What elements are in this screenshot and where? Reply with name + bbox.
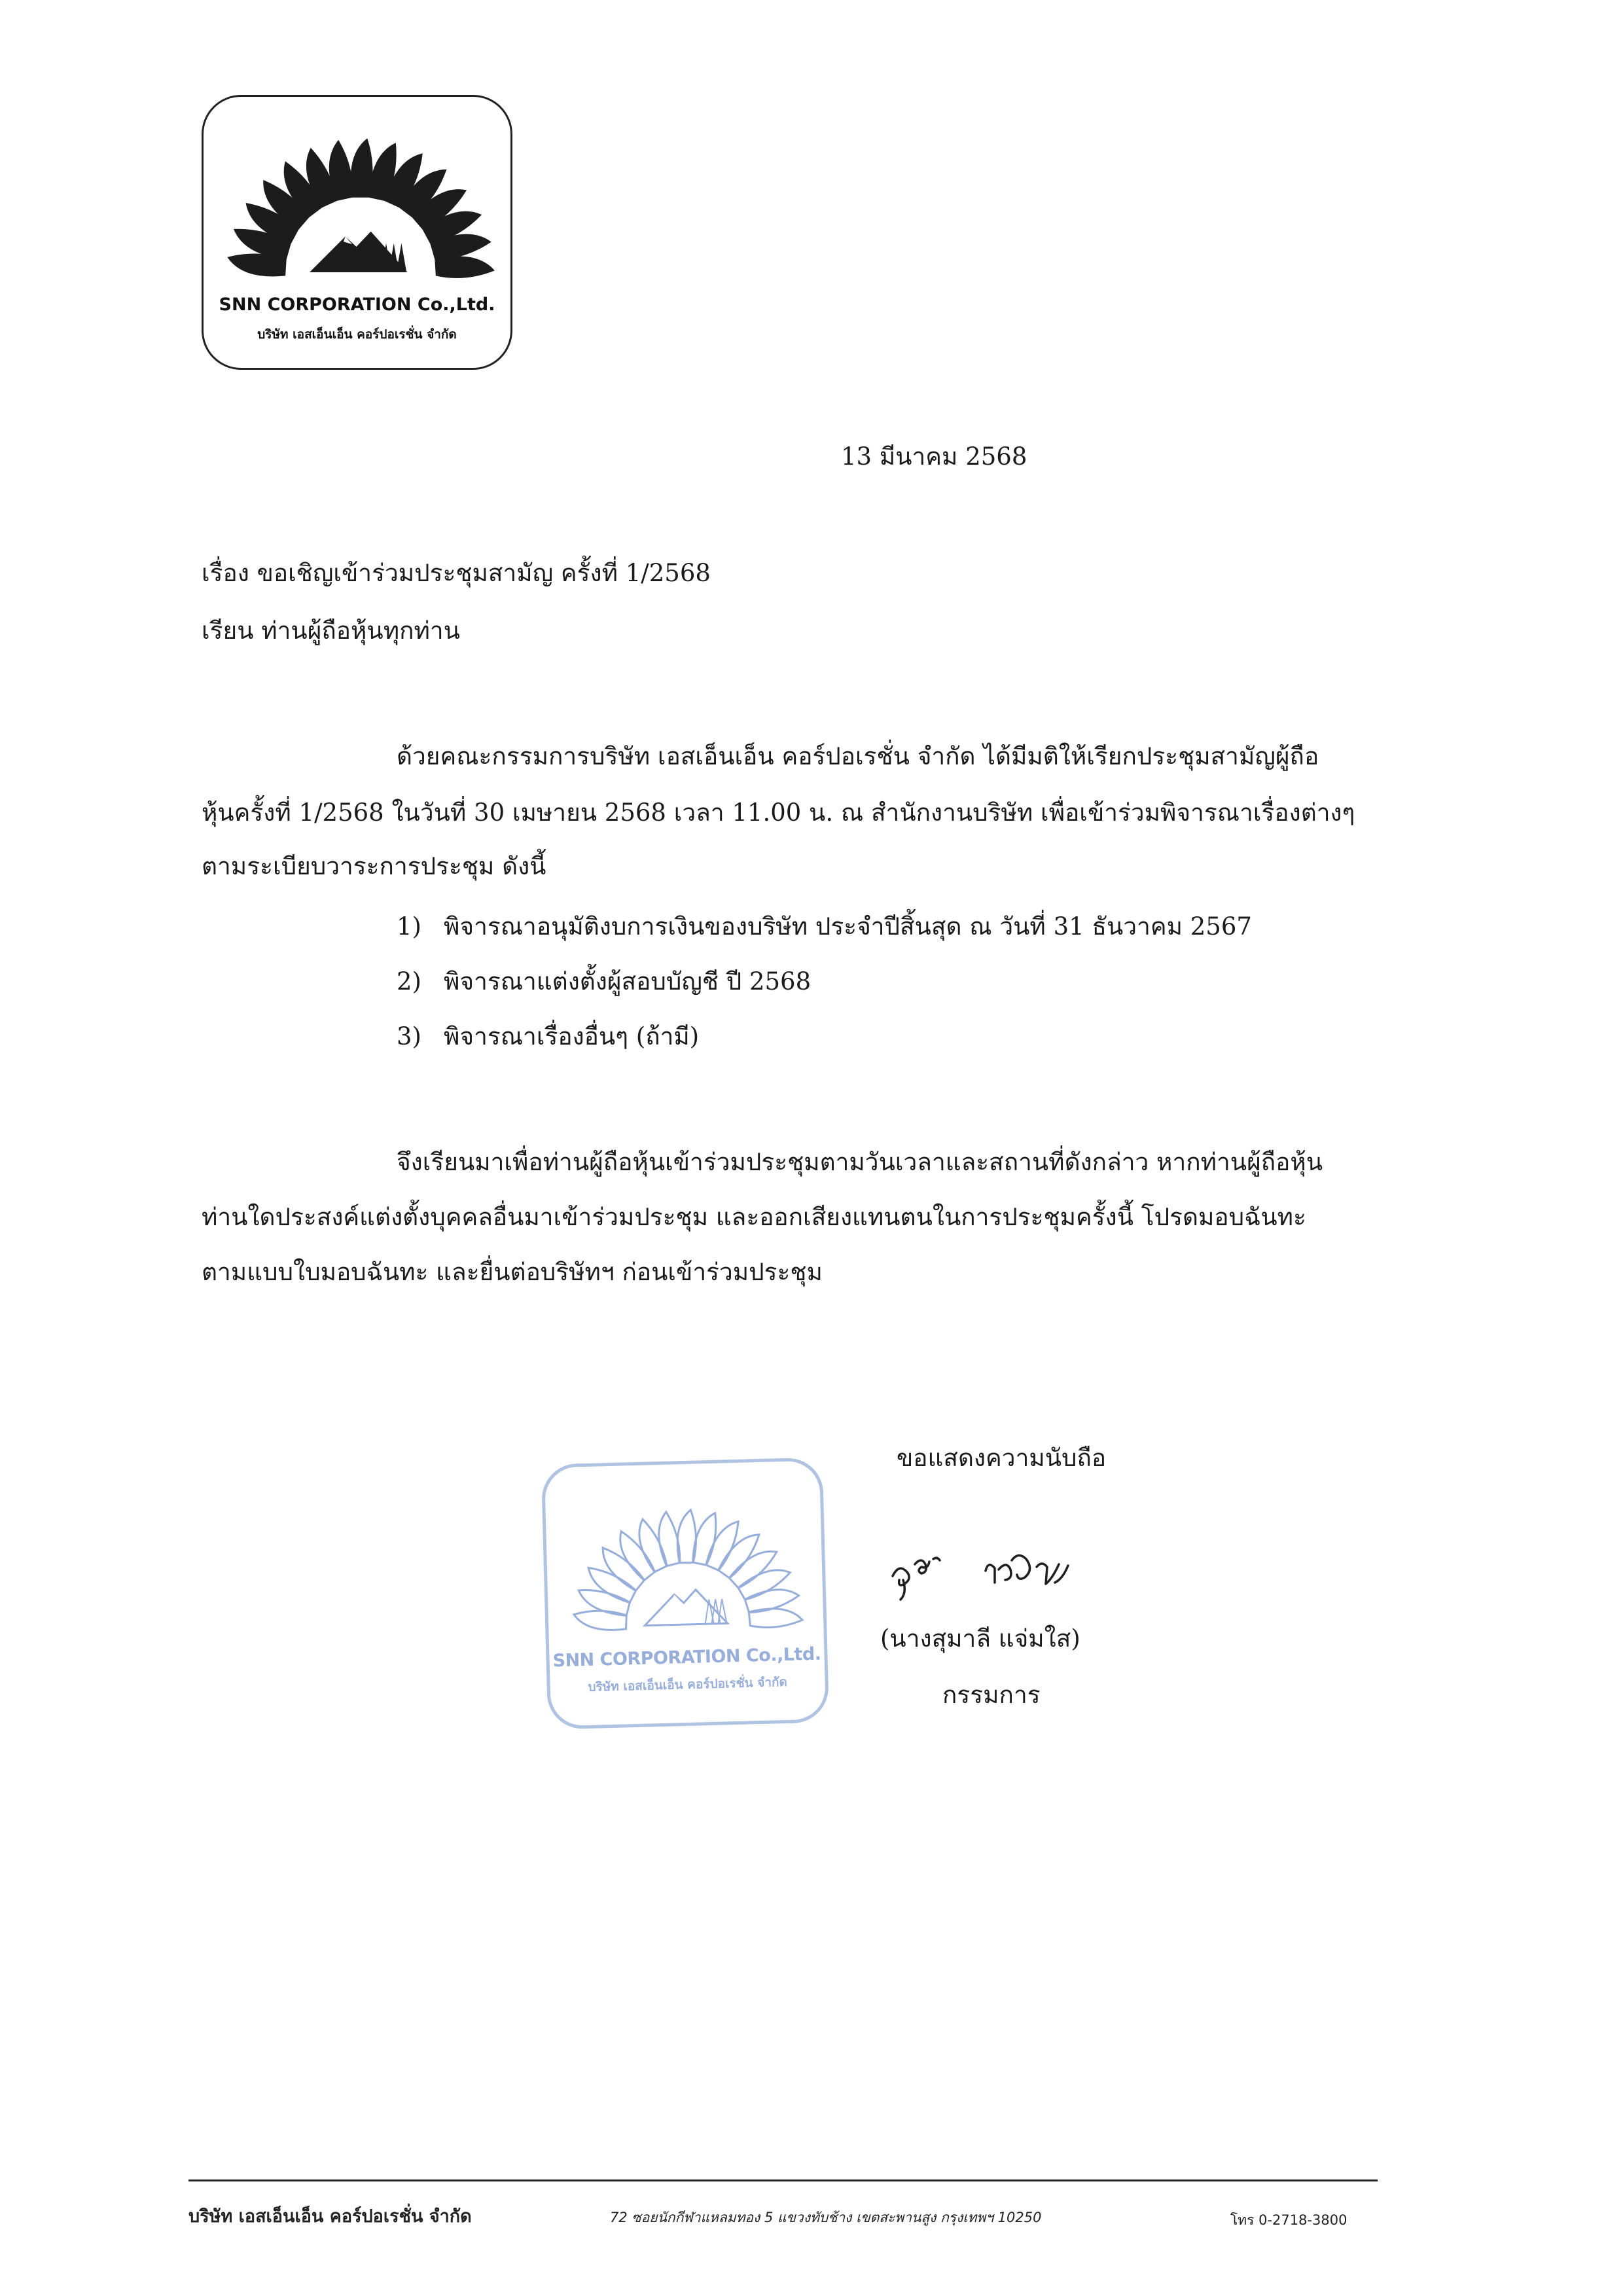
paragraph-2-line-2: ท่านใดประสงค์แต่งตั้งบุคคลอื่นมาเข้าร่วมประชุม และออกเสียงแทนตนในการประชุมครั้งนี้ โปรดมอบฉันทะ xyxy=(202,1203,1306,1231)
logo-company-name-th: บริษัท เอสเอ็นเอ็น คอร์ปอเรชั่น จำกัด xyxy=(257,327,457,342)
footer-phone: โทร 0-2718-3800 xyxy=(1230,2212,1347,2228)
agenda-item xyxy=(397,1021,699,1052)
agenda-item xyxy=(397,966,811,997)
company-logo xyxy=(202,95,512,370)
paragraph-2-line-3: ตามแบบใบมอบฉันทะ และยื่นต่อบริษัทฯ ก่อนเข้าร่วมประชุม xyxy=(202,1258,823,1286)
agenda-item-text: พิจารณาอนุมัติงบการเงินของบริษัท ประจำปีสิ้นสุด ณ วันที่ 31 ธันวาคม 2567 xyxy=(444,912,1252,941)
signer-title: กรรมการ xyxy=(942,1681,1041,1709)
agenda-item-text: พิจารณาแต่งตั้งผู้สอบบัญชี ปี 2568 xyxy=(444,967,812,996)
paragraph-1-line-3: ตามระเบียบวาระการประชุม ดังนี้ xyxy=(202,852,546,880)
footer-address: 72 ซอยนักกีฬาแหลมทอง 5 แขวงทับช้าง เขตสะพานสูง กรุงเทพฯ 10250 xyxy=(610,2210,1042,2225)
letter-date: 13 มีนาคม 2568 xyxy=(841,442,1027,471)
logo-company-name-en: SNN CORPORATION Co.,Ltd. xyxy=(219,295,495,315)
letter-salutation: เรียน ท่านผู้ถือหุ้นทุกท่าน xyxy=(202,617,460,645)
agenda-item-number: 1) xyxy=(397,912,421,941)
company-stamp xyxy=(541,1457,829,1729)
paragraph-2-line-1: จึงเรียนมาเพื่อท่านผู้ถือหุ้นเข้าร่วมประชุมตามวันเวลาและสถานที่ดังกล่าว หากท่านผู้ถือหุ้น xyxy=(397,1148,1323,1176)
stamp-company-name-th: บริษัท เอสเอ็นเอ็น คอร์ปอเรชั่น จำกัด xyxy=(588,1674,788,1695)
signature-icon xyxy=(883,1537,1132,1609)
signer-name: (นางสุมาลี แจ่มใส) xyxy=(880,1624,1080,1653)
footer-divider xyxy=(188,2179,1378,2181)
stamp-company-name-en: SNN CORPORATION Co.,Ltd. xyxy=(552,1643,821,1672)
agenda-item-number: 3) xyxy=(397,1022,421,1050)
closing-text: ขอแสดงความนับถือ xyxy=(897,1444,1107,1472)
paragraph-1-line-1: ด้วยคณะกรรมการบริษัท เอสเอ็นเอ็น คอร์ปอเรชั่น จำกัด ได้มีมติให้เรียกประชุมสามัญผู้ถือ xyxy=(397,742,1319,770)
paragraph-1-line-2: หุ้นครั้งที่ 1/2568 ในวันที่ 30 เมษายน 2568 เวลา 11.00 น. ณ สำนักงานบริษัท เพื่อเข้าร่วมพิจารณาเรื่องต่างๆ xyxy=(202,798,1355,827)
letter-subject: เรื่อง ขอเชิญเข้าร่วมประชุมสามัญ ครั้งที่ 1/2568 xyxy=(202,559,711,587)
agenda-item-text: พิจารณาเรื่องอื่นๆ (ถ้ามี) xyxy=(444,1022,700,1050)
agenda-item xyxy=(397,911,1252,942)
agenda-item-number: 2) xyxy=(397,967,421,996)
footer-company: บริษัท เอสเอ็นเอ็น คอร์ปอเรชั่น จำกัด xyxy=(188,2206,472,2227)
